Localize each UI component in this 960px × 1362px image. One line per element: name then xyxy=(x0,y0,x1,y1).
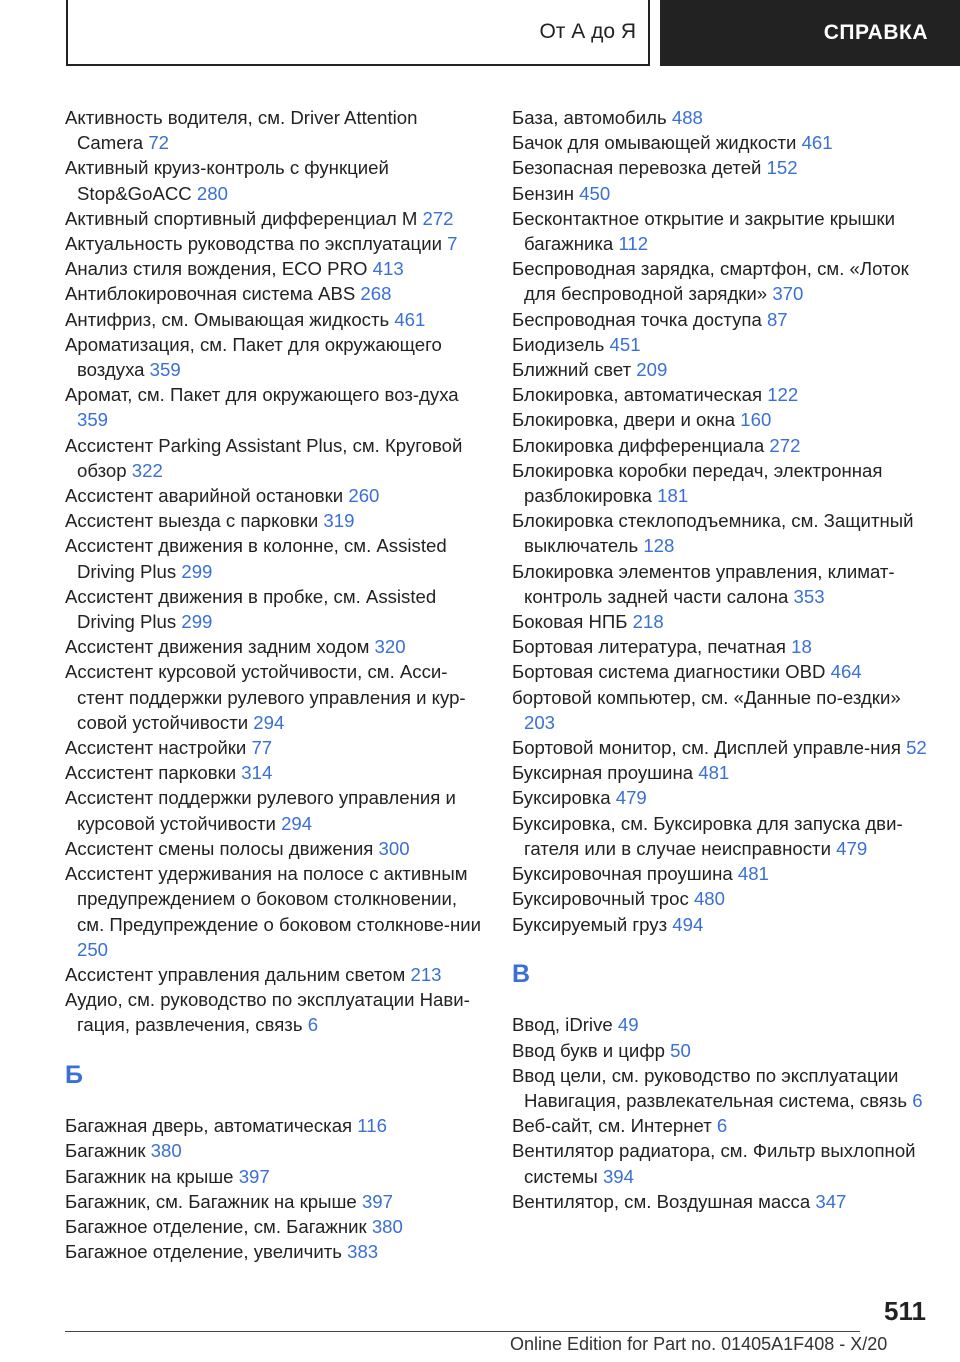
index-entry xyxy=(65,533,483,583)
index-entry-text: Ассистент Parking Assistant Plus, см. Круговой обзор xyxy=(65,434,463,481)
index-entry-text: Блокировка элементов управления, климат-контроль задней части салона xyxy=(512,560,895,607)
index-entry-text: Антиблокировочная система ABS xyxy=(65,283,356,305)
page-reference-link[interactable]: 380 xyxy=(150,1140,182,1162)
page-reference-link[interactable]: 77 xyxy=(251,737,273,759)
page-reference-link[interactable]: 52 xyxy=(906,737,927,759)
index-entry xyxy=(512,155,930,180)
index-entry xyxy=(65,760,483,785)
index-entry-text: Биодизель xyxy=(512,333,605,355)
index-entry-text: Активный круиз-контроль с функцией Stop&GoACC xyxy=(65,157,389,204)
index-entry-text: Ассистент настройки xyxy=(65,737,247,759)
page-reference-link[interactable]: 413 xyxy=(372,258,404,280)
index-entry xyxy=(65,1189,483,1214)
index-entry-text: Блокировка, автоматическая xyxy=(512,384,763,406)
index-entry xyxy=(512,559,930,609)
index-entry xyxy=(512,785,930,810)
page-reference-link[interactable]: 203 xyxy=(524,711,556,733)
page-reference-link[interactable]: 481 xyxy=(698,762,730,784)
page-reference-link[interactable]: 479 xyxy=(615,787,647,809)
tab-a-to-z-label: От А до Я xyxy=(539,20,636,43)
page-reference-link[interactable]: 218 xyxy=(632,611,664,633)
index-entry xyxy=(65,1164,483,1189)
index-entry xyxy=(512,1189,930,1214)
page-reference-link[interactable]: 451 xyxy=(609,333,641,355)
index-entry xyxy=(65,281,483,306)
footer-divider xyxy=(65,1331,860,1332)
index-entry-text: Ассистент удерживания на полосе с активным предупреждением о боковом столкновении, см. Предупреждение о боковом столкнове-нии xyxy=(65,863,482,935)
index-entry-text: Ввод цели, см. руководство по эксплуатации Навигация, развлекательная система, связь xyxy=(512,1064,908,1111)
index-entry xyxy=(512,357,930,382)
index-entry-text: Ассистент движения в колонне, см. Assisted Driving Plus xyxy=(65,535,447,582)
index-entry xyxy=(512,382,930,407)
index-entry-text: Беспроводная точка доступа xyxy=(512,308,762,330)
index-entry xyxy=(512,886,930,911)
page-reference-link[interactable]: 450 xyxy=(579,182,611,204)
page-reference-link[interactable]: 181 xyxy=(657,485,689,507)
index-entry-text: Ароматизация, см. Пакет для окружающего воздуха xyxy=(65,333,442,381)
index-entry-text: Ассистент смены полосы движения xyxy=(65,837,374,859)
page-reference-link[interactable]: 481 xyxy=(737,863,769,885)
page-reference-link[interactable]: 6 xyxy=(912,1089,923,1111)
index-entry xyxy=(65,659,483,735)
index-entry xyxy=(512,433,930,458)
index-entry xyxy=(65,155,483,205)
index-entry-text: Активность водителя, см. Driver Attention Camera xyxy=(65,107,418,154)
page-reference-link[interactable]: 353 xyxy=(793,585,825,607)
index-entry-text: Бортовой монитор, см. Дисплей управле-ния xyxy=(512,737,901,759)
index-entry-text: Ассистент движения в пробке, см. Assisted Driving Plus xyxy=(65,585,437,633)
page-reference-link[interactable]: 50 xyxy=(670,1039,691,1061)
index-entry-text: Ассистент выезда с парковки xyxy=(65,510,319,532)
index-entry xyxy=(65,987,483,1037)
index-entry xyxy=(65,1138,483,1163)
index-entry xyxy=(65,433,483,483)
page-reference-link[interactable]: 299 xyxy=(181,611,213,633)
index-column-left xyxy=(65,105,483,1264)
index-letter-heading: Б xyxy=(65,1060,83,1089)
index-entry xyxy=(512,811,930,861)
index-entry xyxy=(512,1038,930,1063)
page-reference-link[interactable]: 464 xyxy=(830,661,862,683)
page-reference-link[interactable]: 160 xyxy=(740,409,772,431)
index-entry-text: Буксирная проушина xyxy=(512,762,694,784)
page-reference-link[interactable]: 461 xyxy=(394,308,426,330)
index-entry-text: бортовой компьютер, см. «Данные по-ездки» xyxy=(512,686,901,708)
index-entry xyxy=(512,105,930,130)
page-reference-link[interactable]: 397 xyxy=(238,1165,270,1187)
index-entry-text: Бортовая система диагностики OBD xyxy=(512,661,826,683)
page-reference-link[interactable]: 272 xyxy=(769,434,801,456)
page-reference-link[interactable]: 280 xyxy=(196,182,228,204)
index-entry-text: Беспроводная зарядка, смартфон, см. «Лоток для беспроводной зарядки» xyxy=(512,258,909,305)
index-entry-text: Буксировочный трос xyxy=(512,888,689,910)
page-reference-link[interactable]: 480 xyxy=(693,888,725,910)
page-reference-link[interactable]: 260 xyxy=(348,485,380,507)
index-entry xyxy=(65,836,483,861)
page-reference-link[interactable]: 87 xyxy=(766,308,788,330)
index-entry xyxy=(512,1063,930,1113)
index-entry xyxy=(65,307,483,332)
page-reference-link[interactable]: 488 xyxy=(671,107,703,128)
page-reference-link[interactable]: 359 xyxy=(77,409,109,431)
page-reference-link[interactable]: 268 xyxy=(360,283,392,305)
page-reference-link[interactable]: 272 xyxy=(422,207,454,229)
index-entry-text: Аромат, см. Пакет для окружающего воз-духа xyxy=(65,384,459,406)
tab-reference-label: СПРАВКА xyxy=(823,21,928,44)
page-reference-link[interactable]: 383 xyxy=(347,1241,379,1263)
index-entry-text: Буксировочная проушина xyxy=(512,863,733,885)
page-reference-link[interactable]: 397 xyxy=(361,1190,393,1212)
index-entry xyxy=(512,609,930,634)
index-entry xyxy=(65,382,483,432)
page-reference-link[interactable]: 394 xyxy=(602,1165,634,1187)
index-entry-text: Блокировка, двери и окна xyxy=(512,409,736,431)
index-entry-text: Боковая НПБ xyxy=(512,611,628,633)
index-entry xyxy=(512,458,930,508)
index-entry-text: Ближний свет xyxy=(512,359,632,381)
page-reference-link[interactable]: 6 xyxy=(307,1014,319,1036)
index-entry xyxy=(512,130,930,155)
page-reference-link[interactable]: 380 xyxy=(371,1215,403,1237)
index-letter-heading: В xyxy=(512,959,531,988)
page-reference-link[interactable]: 128 xyxy=(643,535,675,557)
index-entry xyxy=(65,332,483,382)
index-entry xyxy=(65,785,483,835)
page-reference-link[interactable]: 152 xyxy=(766,157,798,179)
tab-a-to-z[interactable] xyxy=(66,0,650,66)
page-reference-link[interactable]: 494 xyxy=(672,913,704,935)
index-entry-text: Бесконтактное открытие и закрытие крышки багажника xyxy=(512,207,896,255)
index-entry-text: Багажник, см. Багажник на крыше xyxy=(65,1190,357,1212)
index-entry xyxy=(512,407,930,432)
index-entry-text: Багажная дверь, автоматическая xyxy=(65,1115,353,1137)
index-entry xyxy=(512,508,930,558)
index-entry xyxy=(65,483,483,508)
index-entry-text: Антифриз, см. Омывающая жидкость xyxy=(65,308,390,330)
page-reference-link[interactable]: 359 xyxy=(149,359,181,381)
index-entry xyxy=(65,105,483,155)
index-entry xyxy=(65,1214,483,1239)
index-entry-text: Бензин xyxy=(512,182,574,204)
page-reference-link[interactable]: 300 xyxy=(378,837,410,859)
index-entry-text: Анализ стиля вождения, ECO PRO xyxy=(65,258,368,280)
page-reference-link[interactable]: 213 xyxy=(410,963,442,985)
index-entry xyxy=(512,181,930,206)
index-entry-text: Аудио, см. руководство по эксплуатации Нави-гация, развлечения, связь xyxy=(65,989,470,1036)
index-entry xyxy=(65,231,483,256)
page-reference-link[interactable]: 314 xyxy=(241,762,273,784)
page-reference-link[interactable]: 209 xyxy=(636,359,668,381)
index-entry xyxy=(65,735,483,760)
index-entry xyxy=(65,1239,483,1264)
page-reference-link[interactable]: 7 xyxy=(447,233,458,255)
index-entry-text: Актуальность руководства по эксплуатации xyxy=(65,233,442,255)
index-entry xyxy=(65,1113,483,1138)
index-entry-text: Багажник на крыше xyxy=(65,1165,234,1187)
page-reference-link[interactable]: 294 xyxy=(253,711,285,733)
page-reference-link[interactable]: 370 xyxy=(772,283,804,305)
index-entry xyxy=(512,332,930,357)
index-entry xyxy=(65,256,483,281)
page-reference-link[interactable]: 122 xyxy=(767,384,799,406)
index-entry-text: Веб-сайт, см. Интернет xyxy=(512,1115,712,1137)
index-entry xyxy=(512,735,930,760)
index-entry-text: Ассистент управления дальним светом xyxy=(65,963,406,985)
page-reference-link[interactable]: 72 xyxy=(148,132,169,154)
index-entry-text: База, автомобиль xyxy=(512,107,667,128)
index-entry-text: Буксировка xyxy=(512,787,611,809)
index-entry xyxy=(512,760,930,785)
index-entry-text: Активный спортивный дифференциал M xyxy=(65,207,418,229)
index-entry xyxy=(512,685,930,735)
page-number: 511 xyxy=(884,1296,926,1326)
index-entry-text: Блокировка коробки передач, электронная разблокировка xyxy=(512,459,883,507)
index-entry xyxy=(512,206,930,256)
page-reference-link[interactable]: 18 xyxy=(791,636,812,658)
index-column-right xyxy=(512,105,930,1214)
index-entry-text: Бачок для омывающей жидкости xyxy=(512,132,797,154)
page-reference-link[interactable]: 116 xyxy=(357,1115,387,1137)
index-entry-text: Бортовая литература, печатная xyxy=(512,636,786,658)
index-entry xyxy=(512,659,930,684)
index-entry xyxy=(65,508,483,533)
page-reference-link[interactable]: 461 xyxy=(801,132,833,154)
index-entry-text: Ввод, iDrive xyxy=(512,1014,613,1036)
index-entry xyxy=(512,256,930,306)
page-reference-link[interactable]: 299 xyxy=(181,560,213,582)
index-entry-text: Вентилятор, см. Воздушная масса xyxy=(512,1190,811,1212)
index-entry xyxy=(65,861,483,962)
index-entry-text: Буксируемый груз xyxy=(512,913,668,935)
index-entry-text: Ассистент движения задним ходом xyxy=(65,636,370,658)
index-entry xyxy=(512,912,930,937)
index-entry-text: Буксировка, см. Буксировка для запуска дви-гателя или в случае неисправности xyxy=(512,812,903,859)
index-entry-text: Ассистент аварийной остановки xyxy=(65,485,344,507)
page-reference-link[interactable]: 294 xyxy=(281,812,313,834)
index-entry-text: Ассистент парковки xyxy=(65,762,237,784)
index-entry xyxy=(512,1113,930,1138)
index-entry-text: Безопасная перевозка детей xyxy=(512,157,762,179)
index-entry xyxy=(512,861,930,886)
page-reference-link[interactable]: 112 xyxy=(618,233,649,255)
index-entry xyxy=(512,1012,930,1037)
tab-reference[interactable] xyxy=(660,0,960,66)
page-reference-link[interactable]: 320 xyxy=(374,636,406,658)
index-entry xyxy=(65,962,483,987)
page-reference-link[interactable]: 49 xyxy=(617,1014,639,1036)
index-entry-text: Багажное отделение, увеличить xyxy=(65,1241,342,1263)
page-reference-link[interactable]: 322 xyxy=(131,459,163,481)
index-entry xyxy=(512,634,930,659)
index-entry xyxy=(65,584,483,634)
index-entry-text: Блокировка дифференциала xyxy=(512,434,765,456)
index-entry-text: Ввод букв и цифр xyxy=(512,1039,665,1061)
index-entry-text: Ассистент поддержки рулевого управления и курсовой устойчивости xyxy=(65,787,456,834)
index-entry xyxy=(512,1138,930,1188)
page-reference-link[interactable]: 6 xyxy=(716,1115,728,1137)
page-reference-link[interactable]: 319 xyxy=(323,510,355,532)
page-reference-link[interactable]: 250 xyxy=(77,938,109,960)
index-entry xyxy=(65,634,483,659)
index-entry xyxy=(65,206,483,231)
index-entry-text: Багажник xyxy=(65,1140,146,1162)
index-entry-text: Ассистент курсовой устойчивости, см. Асси-стент поддержки рулевого управления и кур-совой устойчивости xyxy=(65,661,466,733)
page-reference-link[interactable]: 479 xyxy=(836,837,868,859)
footer-edition: Online Edition for Part no. 01405A1F408 - X/20 xyxy=(510,1334,888,1354)
index-entry xyxy=(512,307,930,332)
index-entry-text: Багажное отделение, см. Багажник xyxy=(65,1215,367,1237)
page-reference-link[interactable]: 347 xyxy=(815,1190,847,1212)
index-entry-text: Вентилятор радиатора, см. Фильтр выхлопной системы xyxy=(512,1140,916,1187)
index-entry-text: Блокировка стеклоподъемника, см. Защитный выключатель xyxy=(512,510,914,557)
